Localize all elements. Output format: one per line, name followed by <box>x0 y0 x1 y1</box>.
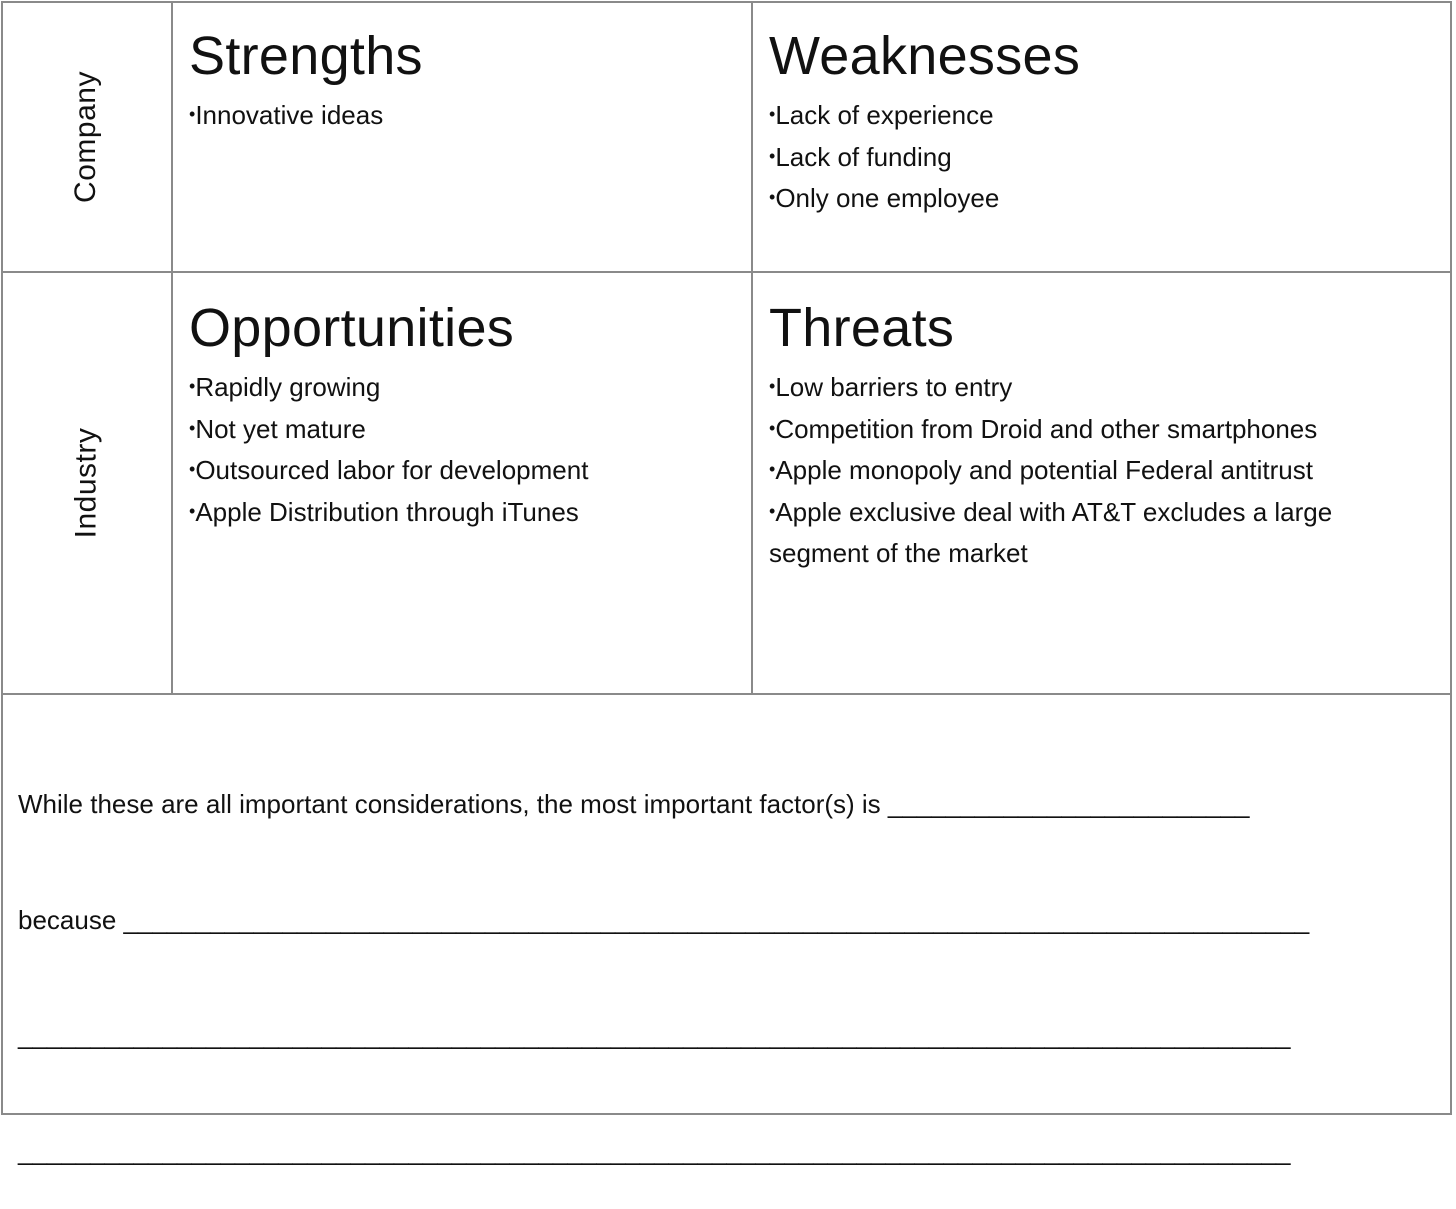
bullet-icon: • <box>189 417 196 438</box>
bullet-icon: • <box>769 145 776 166</box>
bullet-icon: • <box>769 187 776 207</box>
opportunities-item-text: Rapidly growing <box>195 372 381 402</box>
strengths-list <box>189 96 739 138</box>
opportunities-list <box>189 368 744 534</box>
conclusion-line-1: While these are all important considerations, the most important factor(s) is _________________________ <box>18 789 1250 819</box>
bullet-icon: • <box>769 500 776 521</box>
list-item <box>189 493 744 535</box>
list-item <box>769 410 1444 452</box>
list-item <box>769 96 1439 138</box>
conclusion-line-3: ________________________________________________________________________________________ <box>18 1020 1291 1050</box>
weaknesses-item-text: Lack of funding <box>775 141 952 172</box>
list-item <box>189 410 744 452</box>
list-item <box>769 138 1439 180</box>
row-label-industry <box>1 273 171 693</box>
list-item <box>769 368 1444 410</box>
weaknesses-list <box>769 96 1439 221</box>
bullet-icon: • <box>769 376 776 396</box>
bullet-icon: • <box>769 459 776 479</box>
list-item <box>769 179 1439 221</box>
weaknesses-title: Weaknesses <box>769 26 1081 86</box>
weaknesses-item-text: Only one employee <box>775 183 1000 213</box>
divider-label-column <box>171 1 173 694</box>
conclusion-block <box>18 708 1438 1209</box>
row-label-company-text: Company <box>69 71 102 203</box>
strengths-title: Strengths <box>189 26 423 86</box>
row-label-company <box>1 3 171 271</box>
divider-center-column <box>751 1 753 694</box>
opportunities-title: Opportunities <box>189 298 515 358</box>
bullet-icon: • <box>189 459 196 479</box>
bullet-icon: • <box>189 104 196 124</box>
threats-item-text: Apple monopoly and potential Federal antitrust <box>775 455 1313 485</box>
list-item <box>189 451 744 493</box>
opportunities-item-text: Not yet mature <box>195 413 366 444</box>
list-item <box>769 451 1444 493</box>
list-item <box>769 493 1409 573</box>
threats-item-text: Apple exclusive deal with AT&T excludes a large segment of the market <box>769 496 1333 568</box>
threats-item-text: Competition from Droid and other smartphones <box>775 413 1318 444</box>
opportunities-item-text: Outsourced labor for development <box>195 455 589 485</box>
bullet-icon: • <box>189 500 196 521</box>
threats-item-text: Low barriers to entry <box>775 372 1013 402</box>
bullet-icon: • <box>769 417 776 438</box>
strengths-item-text: Innovative ideas <box>195 100 384 130</box>
list-item <box>189 368 744 410</box>
opportunities-item-text: Apple Distribution through iTunes <box>195 496 579 527</box>
conclusion-line-4: ________________________________________________________________________________________ <box>18 1135 1291 1166</box>
quadrant-opportunities <box>189 298 744 534</box>
divider-grid-bottom <box>1 693 1452 695</box>
quadrant-strengths <box>189 26 739 138</box>
quadrant-weaknesses <box>769 26 1439 221</box>
threats-title: Threats <box>769 298 955 358</box>
weaknesses-item-text: Lack of experience <box>775 100 994 130</box>
bullet-icon: • <box>769 104 776 124</box>
list-item <box>189 96 739 138</box>
divider-company-industry <box>1 271 1452 273</box>
threats-list <box>769 368 1444 573</box>
quadrant-threats <box>769 298 1444 573</box>
row-label-industry-text: Industry <box>69 427 102 539</box>
conclusion-line-2: because __________________________________________________________________________________ <box>18 904 1310 935</box>
bullet-icon: • <box>189 376 196 396</box>
